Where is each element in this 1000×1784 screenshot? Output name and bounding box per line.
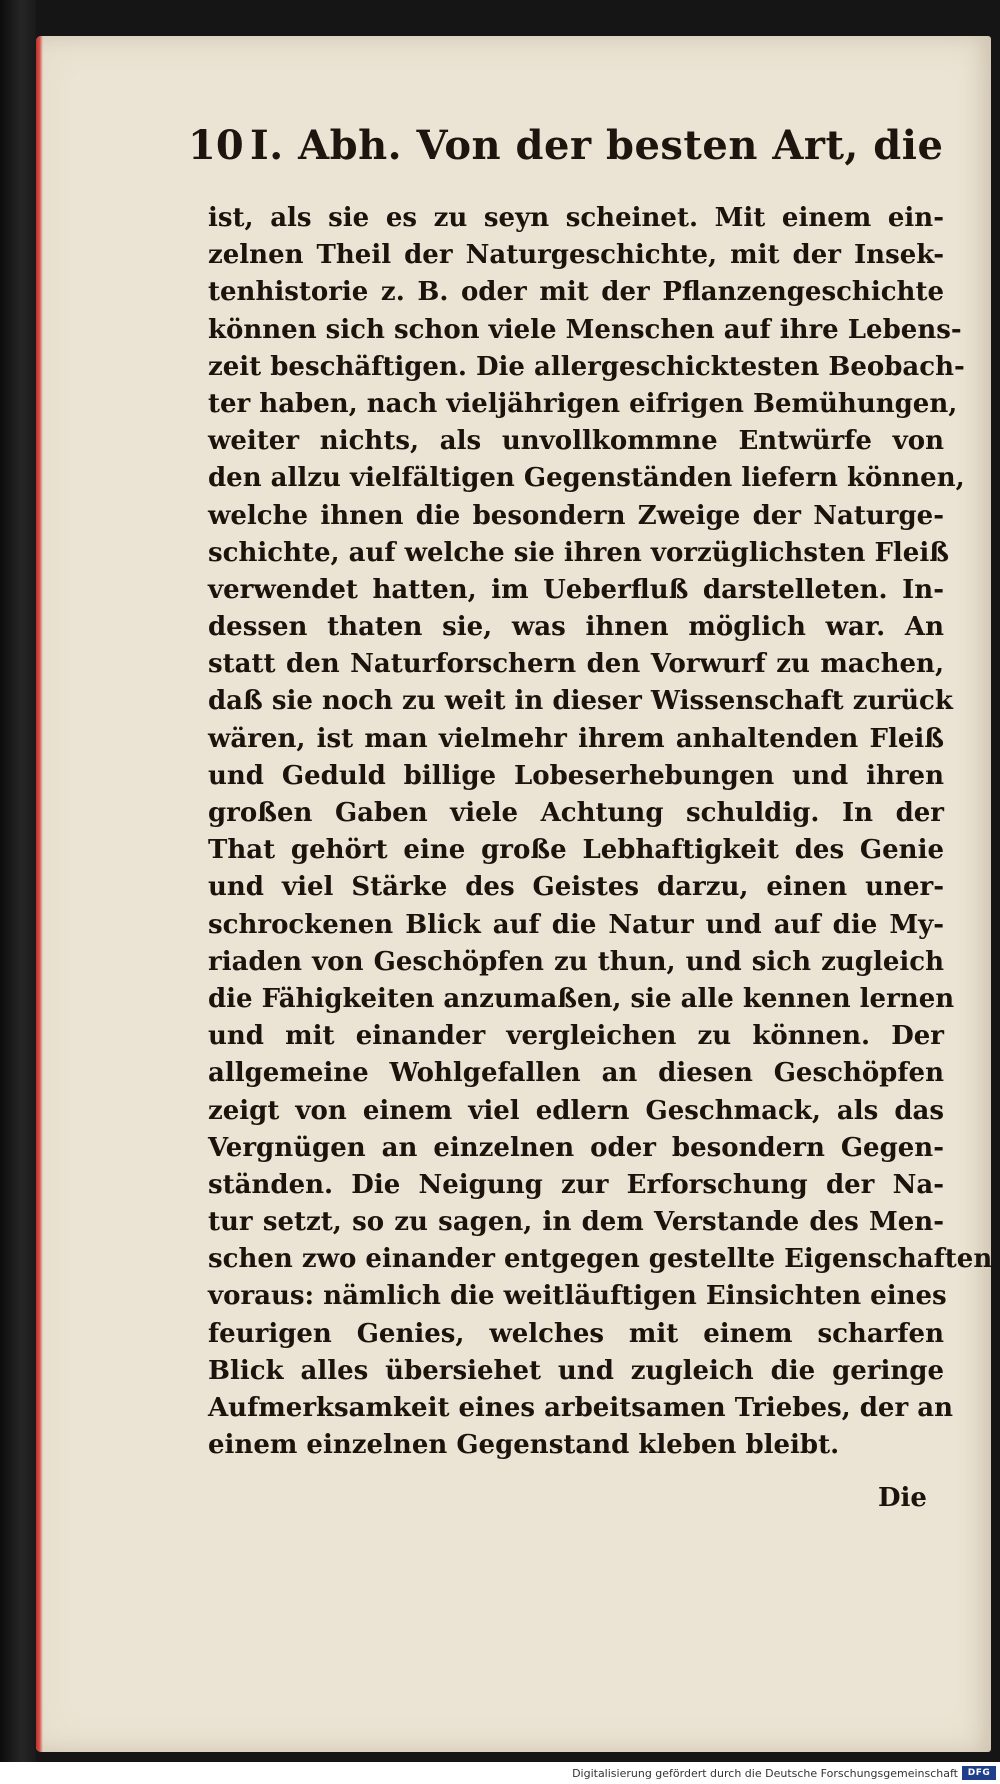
text-line: tur setzt, so zu sagen, in dem Verstande des Men-: [208, 1207, 944, 1238]
text-line: tenhistorie z. B. oder mit der Pflanzengeschichte: [208, 277, 944, 308]
text-line: welche ihnen die besondern Zweige der Naturge-: [208, 500, 944, 531]
footer-credit-bar: [0, 1762, 1000, 1784]
text-line: die Fähigkeiten anzumaßen, sie alle kennen lernen: [208, 983, 955, 1014]
text-line: voraus: nämlich die weitläuftigen Einsichten eines: [208, 1281, 947, 1312]
text-line: Vergnügen an einzelnen oder besondern Gegen-: [208, 1132, 944, 1163]
text-line: schen zwo einander entgegen gestellte Eigenschaften: [208, 1244, 993, 1275]
text-line: ständen. Die Neigung zur Erforschung der Na-: [208, 1169, 944, 1200]
running-title: I. Abh. Von der besten Art, die: [250, 122, 944, 169]
text-line: ist, als sie es zu seyn scheinet. Mit einem ein-: [208, 203, 944, 233]
text-line: zeigt von einem viel edlern Geschmack, als das: [208, 1095, 944, 1126]
text-line: Blick alles übersiehet und zugleich die geringe: [208, 1355, 944, 1386]
text-line: können sich schon viele Menschen auf ihre Lebens-: [208, 314, 962, 345]
text-line: den allzu vielfältigen Gegenständen liefern können,: [208, 463, 965, 494]
text-line: That gehört eine große Lebhaftigkeit des Genie: [208, 835, 944, 866]
text-line: daß sie noch zu weit in dieser Wissenschaft zurück: [208, 686, 953, 717]
text-line: Aufmerksamkeit eines arbeitsamen Triebes, der an: [208, 1393, 953, 1423]
text-line: dessen thaten sie, was ihnen möglich war. An: [208, 612, 944, 643]
text-line: weiter nichts, als unvollkommne Entwürfe von: [208, 426, 944, 457]
text-line: schrockenen Blick auf die Natur und auf die My-: [208, 909, 944, 940]
body-text: [208, 200, 993, 1464]
text-line: einem einzelnen Gegenstand kleben bleibt.: [208, 1430, 840, 1461]
text-line: und mit einander vergleichen zu können. Der: [208, 1021, 944, 1052]
text-line: wären, ist man vielmehr ihrem anhaltenden Fleiß: [208, 723, 944, 754]
text-line: ter haben, nach vieljährigen eifrigen Bemühungen,: [208, 388, 958, 419]
book-spine: [0, 0, 36, 1762]
page-header: [188, 108, 944, 188]
page-number: 10: [188, 122, 244, 169]
text-line: riaden von Geschöpfen zu thun, und sich zugleich: [208, 946, 944, 977]
text-line: schichte, auf welche sie ihren vorzüglichsten Fleiß: [208, 537, 949, 568]
text-line: und Geduld billige Lobeserhebungen und ihren: [208, 760, 944, 791]
text-line: statt den Naturforschern den Vorwurf zu machen,: [208, 649, 944, 680]
text-line: zelnen Theil der Naturgeschichte, mit der Insek-: [208, 240, 944, 271]
dfg-logo: DFG: [962, 1766, 996, 1780]
footer-credit-text: Digitalisierung gefördert durch die Deutsche Forschungsgemeinschaft: [572, 1767, 958, 1780]
text-line: großen Gaben viele Achtung schuldig. In der: [208, 798, 944, 828]
text-line: und viel Stärke des Geistes darzu, einen uner-: [208, 872, 944, 903]
catchword: Die: [878, 1483, 927, 1513]
text-line: zeit beschäftigen. Die allergeschicktesten Beobach-: [208, 351, 965, 382]
page-red-edge: [36, 36, 43, 1752]
text-line: feurigen Genies, welches mit einem scharfen: [208, 1318, 944, 1349]
text-line: allgemeine Wohlgefallen an diesen Geschöpfen: [208, 1058, 944, 1089]
text-line: verwendet hatten, im Ueberfluß darstelleten. In-: [208, 574, 944, 605]
